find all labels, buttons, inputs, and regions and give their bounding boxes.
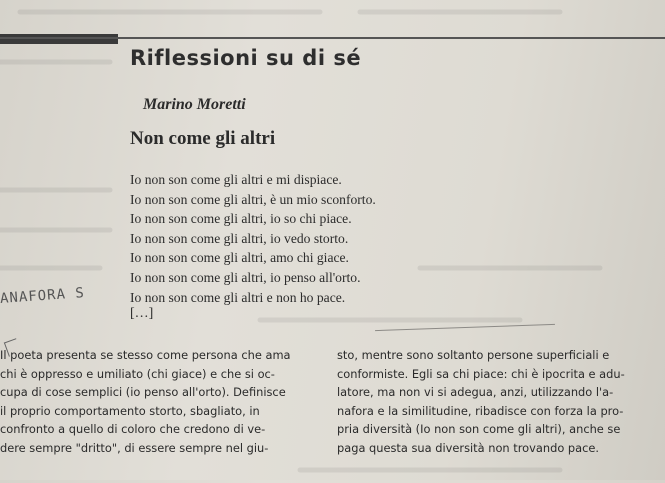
commentary-line: nafora e la similitudine, ribadisce con forza la pro- <box>337 403 624 418</box>
section-title: Riflessioni su di sé <box>130 46 362 70</box>
commentary-right-column <box>337 346 663 457</box>
commentary-line: il proprio comportamento storto, sbagliato, in <box>0 403 260 418</box>
verse-line: Io non son come gli altri, io vedo storto. <box>130 230 349 246</box>
commentary-line: latore, ma non vi si adegua, anzi, utilizzando l'a- <box>337 385 614 399</box>
verse-line: Io non son come gli altri, io penso all'orto. <box>130 269 361 285</box>
poem-title: Non come gli altri <box>130 128 276 149</box>
commentary-line: chi è oppresso e umiliato (chi giace) e che si oc- <box>0 366 275 381</box>
commentary-line: pria diversità (Io non son come gli altri), anche se <box>337 422 621 436</box>
verse-line: Io non son come gli altri e non ho pace. <box>130 289 346 305</box>
commentary-line: paga questa sua diversità non trovando pace. <box>337 440 600 455</box>
handwritten-note: ANAFORA S <box>0 285 86 307</box>
commentary-line: cupa di cose semplici (io penso all'orto). Definisce <box>0 385 286 399</box>
verse-line: Io non son come gli altri, è un mio sconforto. <box>130 191 376 207</box>
poem-omission: […] <box>130 306 154 321</box>
poem-verses <box>130 170 376 307</box>
commentary-line: dere sempre "dritto", di essere sempre nel giu- <box>0 440 269 455</box>
verse-line: Io non son come gli altri, io so chi piace. <box>130 211 352 227</box>
commentary-line: conformiste. Egli sa chi piace: chi è ipocrita e adu- <box>337 366 625 381</box>
header-rule <box>0 37 665 39</box>
verse-line: Io non son come gli altri e mi dispiace. <box>130 172 342 187</box>
commentary-line: sto, mentre sono soltanto persone superficiali e <box>337 348 610 362</box>
poem-author: Marino Moretti <box>143 96 246 113</box>
commentary-line: Il poeta presenta se stesso come persona che ama <box>0 348 291 362</box>
commentary-left-column <box>0 346 312 457</box>
verse-line: Io non son come gli altri, amo chi giace. <box>130 250 349 266</box>
section-tag-bar <box>0 34 118 44</box>
commentary-line: confronto a quello di coloro che credono di ve- <box>0 422 266 436</box>
